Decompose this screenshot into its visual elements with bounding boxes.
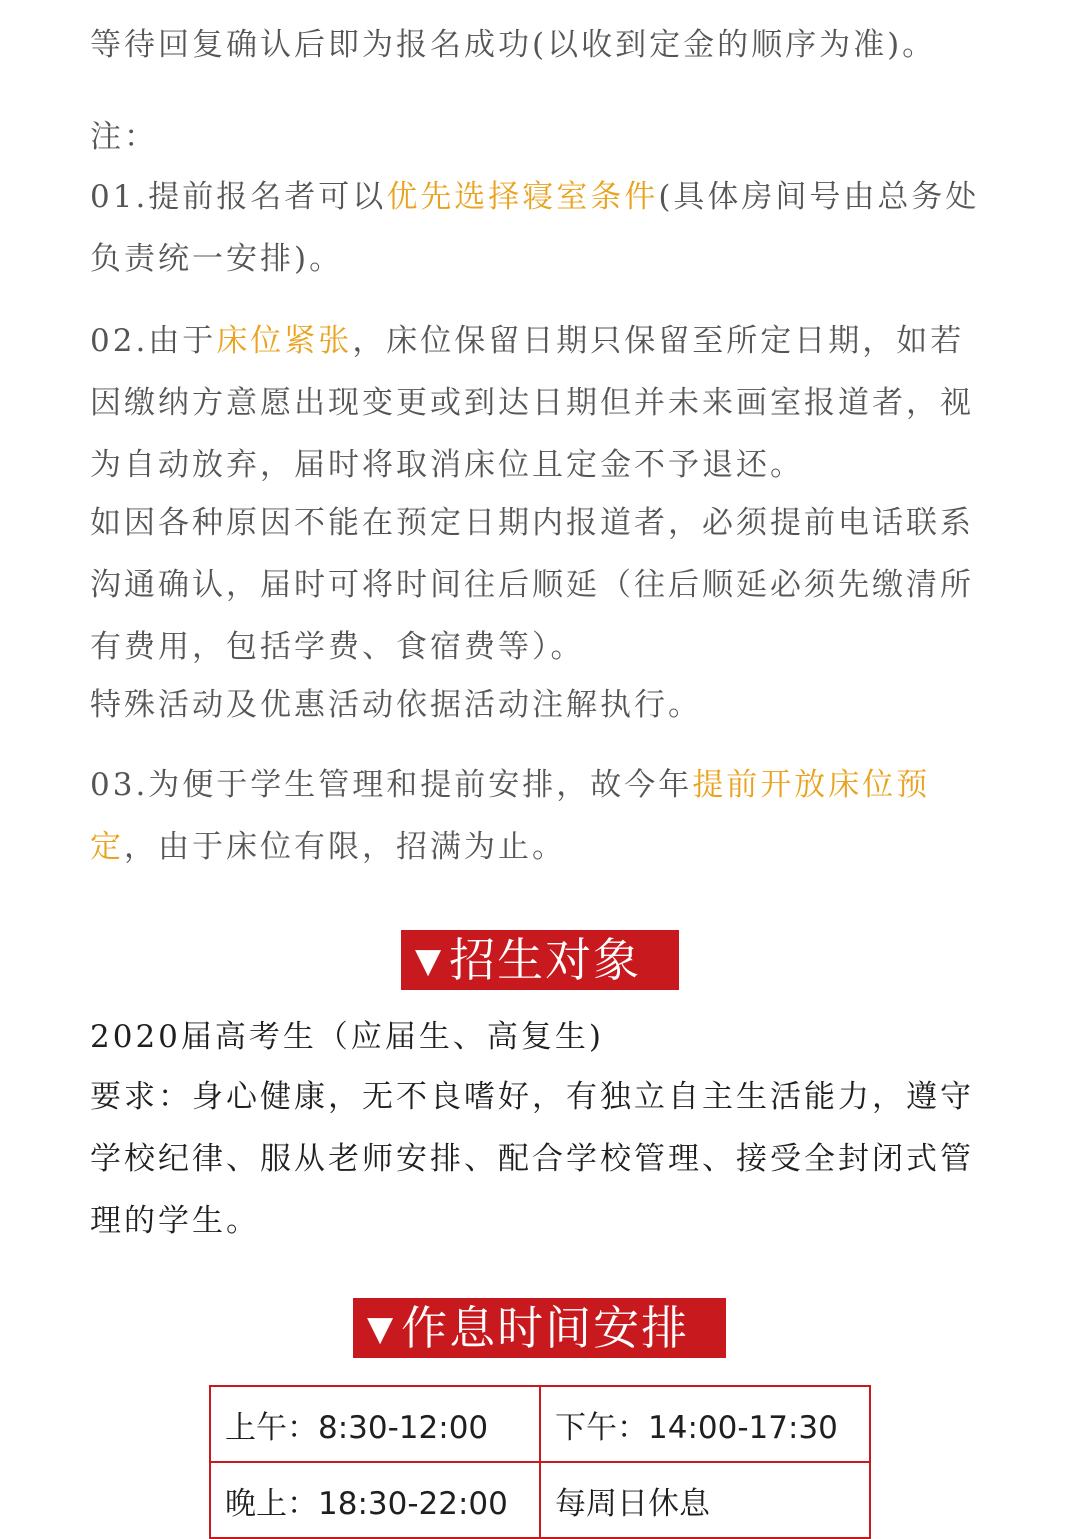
triangle-down-icon: ▼ <box>367 1309 396 1349</box>
schedule-afternoon-cell: 下午：14:00-17:30 <box>540 1386 870 1462</box>
note-02-extra-1: 如因各种原因不能在预定日期内报道者，必须提前电话联系沟通确认，届时可将时间往后顺延（往后顺延必须先缴清所有费用，包括学费、食宿费等）。 <box>90 505 974 665</box>
schedule-evening-cell: 晚上：18:30-22:00 <box>210 1462 540 1538</box>
note-03-suffix: ，由于床位有限，招满为止。 <box>124 829 566 865</box>
enroll-requirement: 要求：身心健康，无不良嗜好，有独立自主生活能力，遵守学校纪律、服从老师安排、配合学校管理、接受全封闭式管理的学生。 <box>90 1079 974 1239</box>
enroll-target: 2020届高考生（应届生、高复生) <box>90 1019 604 1055</box>
schedule-morning-cell: 上午：8:30-12:00 <box>210 1386 540 1462</box>
schedule-section-title: 作息时间安排 <box>401 1301 690 1355</box>
note-03-highlight: 提前开放床位预定 <box>90 767 931 865</box>
note-02-extra-2: 特殊活动及优惠活动依据活动注解执行。 <box>90 687 702 723</box>
schedule-table <box>209 1385 871 1539</box>
notes-heading: 注： <box>90 119 158 155</box>
note-01-highlight: 优先选择寝室条件 <box>386 179 659 215</box>
schedule-rest-cell: 每周日休息 <box>540 1462 870 1538</box>
note-03-prefix: 03.为便于学生管理和提前安排，故今年 <box>90 767 693 803</box>
enroll-section-title: 招生对象 <box>449 933 642 987</box>
note-02-highlight: 床位紧张 <box>216 323 353 359</box>
note-01-suffix: (具体房间号由总务处负责统一安排)。 <box>90 179 980 277</box>
note-01 <box>90 166 995 290</box>
note-03 <box>90 754 995 878</box>
schedule-section-banner <box>353 1298 726 1358</box>
note-02-suffix: ，床位保留日期只保留至所定日期，如若因缴纳方意愿出现变更或到达日期但并未来画室报道者，视为自动放弃，届时将取消床位且定金不予退还。 <box>90 323 974 483</box>
triangle-down-icon: ▼ <box>415 941 444 981</box>
note-02-prefix: 02.由于 <box>90 323 217 359</box>
note-02 <box>90 310 995 496</box>
note-01-prefix: 01.提前报名者可以 <box>90 179 387 215</box>
schedule-row <box>210 1386 870 1462</box>
schedule-row <box>210 1462 870 1538</box>
enroll-section-banner <box>401 930 679 990</box>
intro-line: 等待回复确认后即为报名成功(以收到定金的顺序为准)。 <box>90 27 937 63</box>
